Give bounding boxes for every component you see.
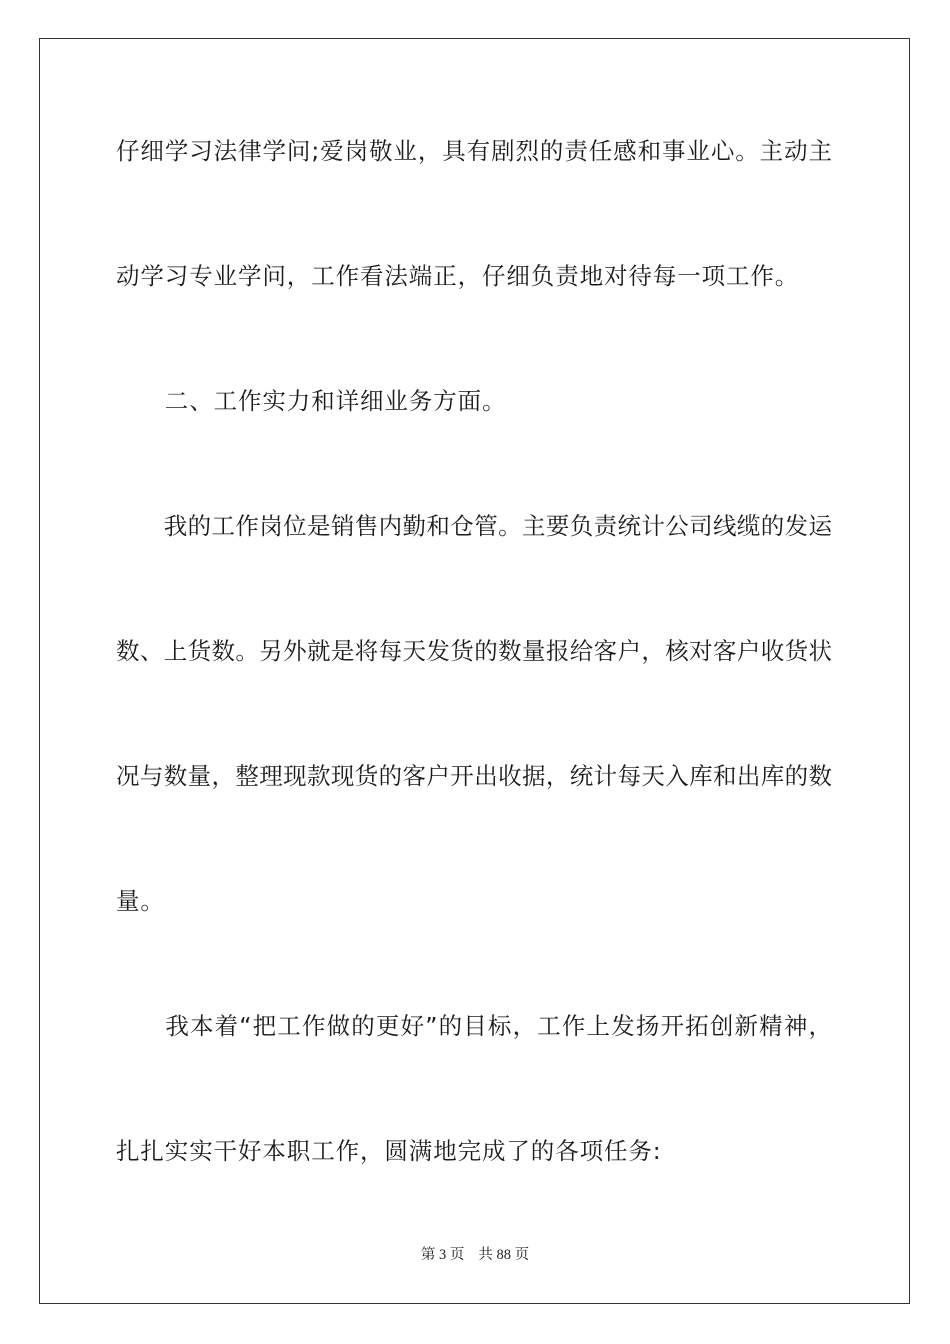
- text-line: 我的工作岗位是销售内勤和仓管。主要负责统计公司线缆的发运: [116, 512, 832, 540]
- text-line: 我本着“把工作做的更好”的目标，工作上发扬开拓创新精神，: [116, 1012, 832, 1040]
- page-number: 第 3 页: [420, 1247, 465, 1263]
- text-line: 况与数量，整理现款现货的客户开出收据，统计每天入库和出库的数: [116, 762, 832, 790]
- text-line: 仔细学习法律学问;爱岗敬业，具有剧烈的责任感和事业心。主动主: [116, 137, 832, 165]
- page-total: 共 88 页: [478, 1247, 530, 1263]
- text-line: 扎扎实实干好本职工作，圆满地完成了的各项任务:: [116, 1137, 662, 1165]
- page-footer: [0, 1246, 950, 1264]
- text-line: 动学习专业学问，工作看法端正，仔细负责地对待每一项工作。: [116, 262, 800, 290]
- text-line: 数、上货数。另外就是将每天发货的数量报给客户，核对客户收货状: [116, 637, 832, 665]
- page-border: [39, 38, 910, 1304]
- section-heading: 二、工作实力和详细业务方面。: [116, 387, 507, 415]
- text-line: 量。: [116, 887, 165, 915]
